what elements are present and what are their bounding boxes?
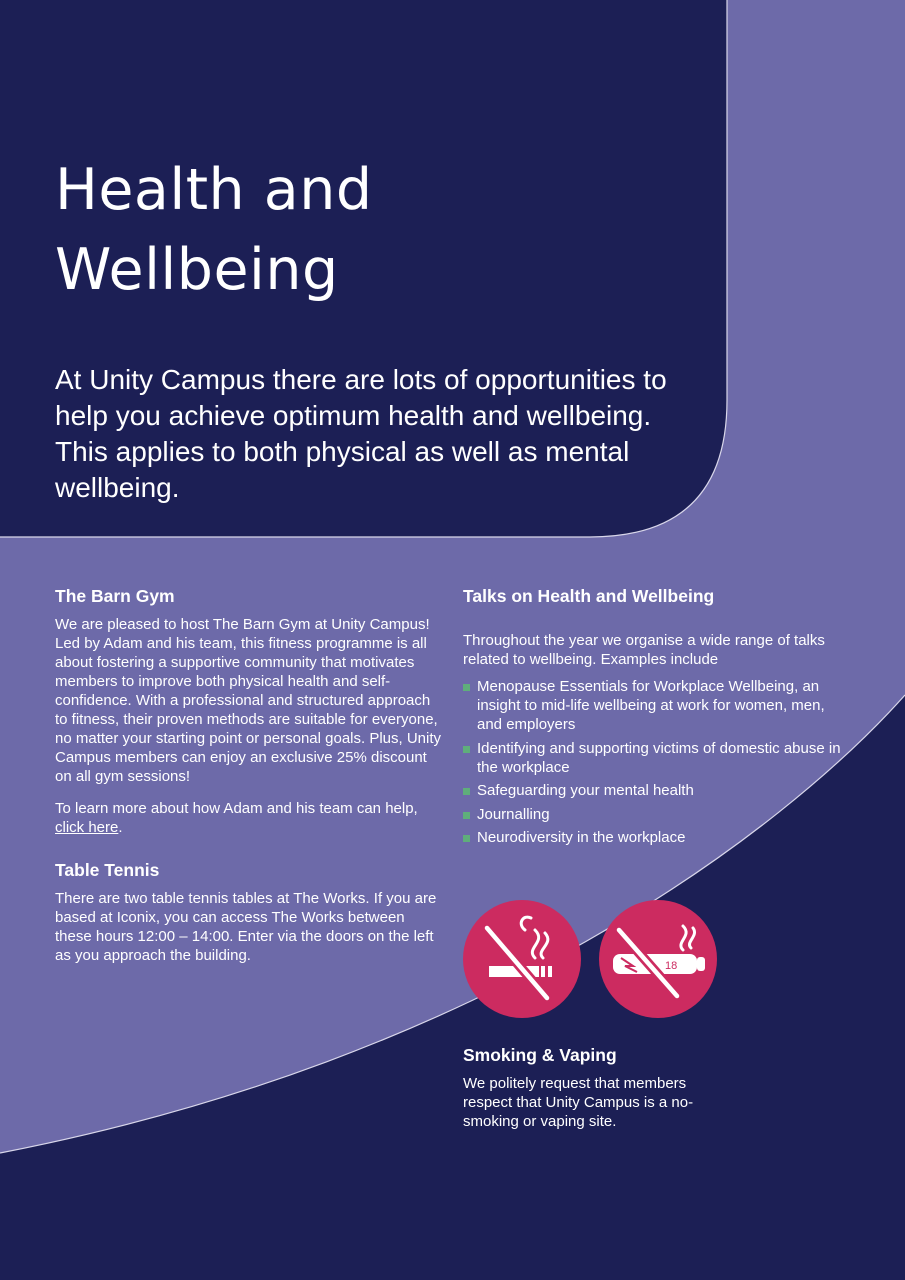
table-tennis-body: There are two table tennis tables at The Works. If you are based at Iconix, you can access The Works between these hours 12:00 – 14:00. Enter via the doors on the left as you approach the building.: [55, 890, 437, 964]
list-item: [463, 805, 843, 824]
page-title: [55, 150, 373, 310]
learn-more-text: To learn more about how Adam and his team can help,: [55, 800, 418, 817]
list-item: [463, 781, 843, 800]
bullet-icon: [463, 788, 470, 795]
table-tennis-heading: Table Tennis: [55, 860, 160, 880]
list-item: [463, 828, 843, 847]
smoking-body: We politely request that members respect that Unity Campus is a no-smoking or vaping site.: [463, 1075, 694, 1130]
barn-gym-learn-more: [55, 799, 445, 837]
no-vaping-icon: [599, 900, 717, 1018]
talk-item-text: Menopause Essentials for Workplace Wellbeing, an insight to mid-life wellbeing at work for women, men, and employers: [477, 678, 825, 733]
barn-gym-body: We are pleased to host The Barn Gym at Unity Campus! Led by Adam and his team, this fitness programme is all about fostering a supportive community that motivates members to improve both physical health and self-confidence. With a professional and structured approach to fitness, their proven methods are suitable for everyone, no matter your starting point or personal goals. Plus, Unity Campus members can enjoy an exclusive 25% discount on all gym sessions!: [55, 616, 442, 785]
right-column: [463, 585, 843, 852]
list-item: [463, 677, 843, 734]
talk-item-text: Identifying and supporting victims of domestic abuse in the workplace: [477, 739, 841, 776]
bullet-icon: [463, 684, 470, 691]
list-item: [463, 739, 843, 777]
smoking-section: [463, 1044, 763, 1131]
bullet-icon: [463, 812, 470, 819]
barn-gym-heading: The Barn Gym: [55, 586, 175, 606]
talk-item-text: Journalling: [477, 805, 550, 823]
talk-item-text: Neurodiversity in the workplace: [477, 829, 686, 846]
link-suffix: .: [118, 819, 123, 836]
bullet-icon: [463, 835, 470, 842]
no-smoking-icon: [463, 900, 581, 1018]
vape-age-label: 18: [665, 960, 678, 972]
bullet-icon: [463, 746, 470, 753]
left-column: [55, 585, 445, 965]
title-line-1: Health and: [55, 157, 373, 223]
title-line-2: Wellbeing: [55, 237, 339, 303]
talk-item-text: Safeguarding your mental health: [477, 782, 694, 799]
talks-heading: Talks on Health and Wellbeing: [463, 586, 715, 606]
talks-intro: Throughout the year we organise a wide range of talks related to wellbeing. Examples include: [463, 632, 825, 668]
click-here-link[interactable]: click here: [55, 819, 119, 836]
talks-list: [463, 677, 843, 847]
intro-text: At Unity Campus there are lots of opportunities to help you achieve optimum health and wellbeing. This applies to both physical as well as mental wellbeing.: [55, 364, 667, 503]
smoking-heading: Smoking & Vaping: [463, 1045, 617, 1065]
